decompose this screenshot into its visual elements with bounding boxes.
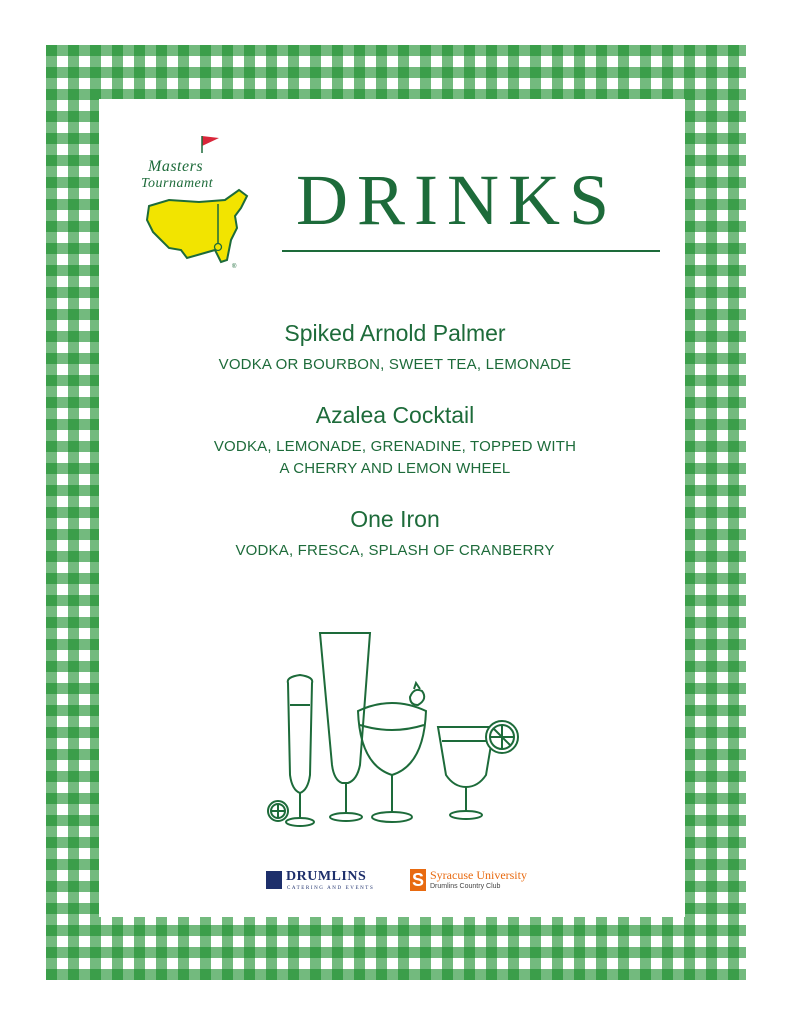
drink-ingredients-line: VODKA, LEMONADE, GRENADINE, TOPPED WITH — [213, 438, 577, 455]
drinks-menu — [140, 318, 650, 586]
sponsor-logos — [0, 866, 791, 896]
title-divider — [282, 250, 660, 252]
drink-name: Spiked Arnold Palmer — [284, 320, 506, 346]
masters-logo — [139, 128, 259, 278]
cocktail-glasses-illustration — [264, 625, 524, 830]
syracuse-club: Drumlins Country Club — [430, 883, 501, 890]
syracuse-name: Syracuse University — [430, 868, 527, 882]
drink-item — [140, 400, 650, 480]
drumlins-mark-icon — [266, 871, 282, 889]
drink-item — [140, 318, 650, 376]
drink-ingredients: VODKA OR BOURBON, SWEET TEA, LEMONADE — [218, 356, 572, 373]
drink-item — [140, 504, 650, 562]
drink-ingredients — [140, 436, 650, 480]
svg-text:®: ® — [232, 264, 237, 270]
drumlins-tagline: CATERING AND EVENTS — [287, 886, 375, 891]
page-title: DRINKS — [296, 160, 619, 240]
drink-ingredients: VODKA, FRESCA, SPLASH OF CRANBERRY — [235, 542, 555, 559]
drink-name: One Iron — [350, 506, 440, 532]
drink-name: Azalea Cocktail — [315, 402, 475, 428]
logo-line-1: Masters — [148, 158, 204, 175]
drink-ingredients-line: A CHERRY AND LEMON WHEEL — [279, 460, 511, 477]
drumlins-name: DRUMLINS — [286, 869, 367, 884]
syracuse-s-icon: S — [411, 870, 424, 890]
logo-line-2: Tournament — [141, 176, 214, 191]
